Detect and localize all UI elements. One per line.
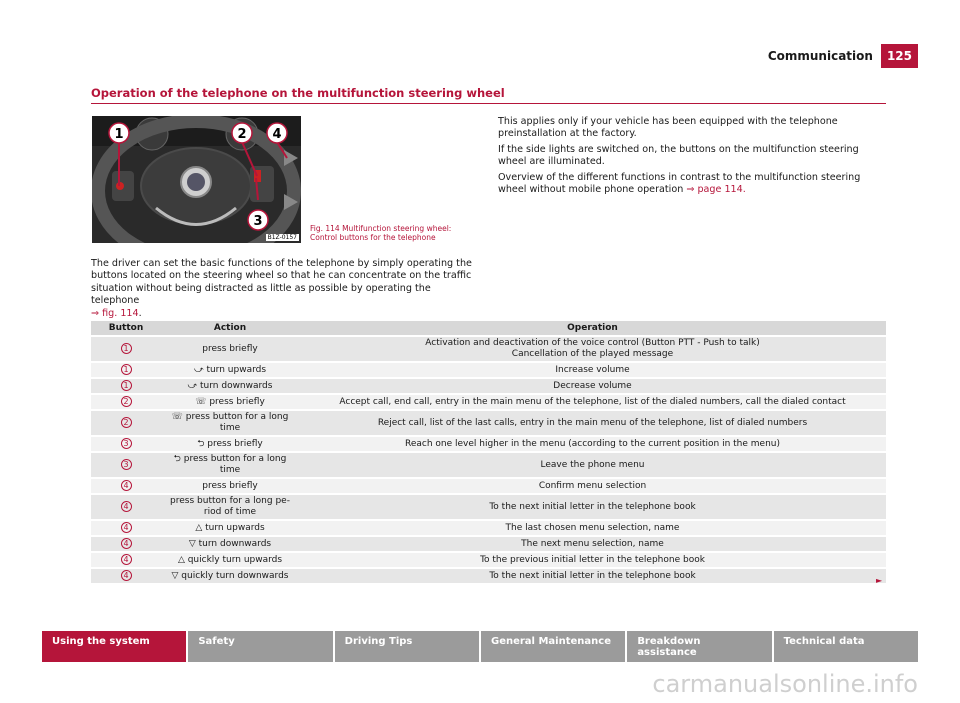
cell-operation: To the previous initial letter in the telephone book — [299, 553, 886, 567]
paragraph-overview: Overview of the different functions in contrast to the multifunction steering wheel without mobile phone operation ⇒ page 114. — [498, 171, 861, 196]
marker-1 — [109, 123, 129, 143]
paragraph-illumination: If the side lights are switched on, the buttons on the multifunction steering wheel are illuminated. — [498, 143, 859, 168]
page-header — [768, 44, 918, 68]
footer-nav — [42, 631, 918, 662]
cell-button — [91, 479, 161, 493]
marker-3 — [248, 210, 268, 230]
svg-text:3: 3 — [253, 214, 263, 229]
table-row — [91, 495, 886, 519]
footer-tab-general-maintenance[interactable]: General Maintenance — [481, 631, 625, 662]
cell-button — [91, 411, 161, 435]
cell-action: press button for a long period of time — [161, 495, 299, 519]
right-column — [498, 116, 888, 199]
intro-body: The driver can set the basic functions of the telephone by simply operating the buttons located on the steering wheel so that he can concentrate on the traffic situation without being distracted as little as possible by operating the telephone — [91, 258, 472, 307]
cell-operation: The last chosen menu selection, name — [299, 521, 886, 535]
table-header-row — [91, 321, 886, 335]
cell-action: press briefly — [161, 479, 299, 493]
cell-action: ☏ press briefly — [161, 395, 299, 409]
svg-text:4: 4 — [272, 127, 282, 142]
footer-tab-breakdown-assistance[interactable]: Breakdown assistance — [627, 631, 771, 662]
section-title: Communication — [767, 49, 873, 63]
table-row — [91, 437, 886, 451]
button-number-badge: 2 — [121, 396, 132, 407]
cell-button — [91, 437, 161, 451]
cell-button — [91, 453, 161, 477]
cell-button — [91, 521, 161, 535]
button-number-badge: 3 — [121, 459, 132, 470]
footer-tab-using-the-system[interactable]: Using the system — [42, 631, 186, 662]
cell-action: △ quickly turn upwards — [161, 553, 299, 567]
button-number-badge: 4 — [121, 480, 132, 491]
cell-operation: The next menu selection, name — [299, 537, 886, 551]
cell-operation: Reject call, list of the last calls, entry in the main menu of the telephone, list of dialed numbers — [299, 411, 886, 435]
cell-operation: To the next initial letter in the telephone book — [299, 495, 886, 519]
cell-operation: Increase volume — [299, 363, 886, 377]
table-row — [91, 453, 886, 477]
cell-operation: Accept call, end call, entry in the main menu of the telephone, list of the dialed numbers, call the dialed contact — [299, 395, 886, 409]
cell-button — [91, 537, 161, 551]
cell-action: ▽ quickly turn downwards — [161, 569, 299, 583]
button-number-badge: 3 — [121, 438, 132, 449]
watermark: carmanualsonline.info — [652, 670, 918, 698]
header-button: Button — [91, 321, 161, 335]
paragraph-preinstallation: This applies only if your vehicle has been equipped with the telephone preinstallation at the factory. — [498, 116, 838, 140]
functions-table — [91, 319, 886, 585]
button-number-badge: 1 — [121, 380, 132, 391]
cell-action: ☏ press button for a long time — [161, 411, 299, 435]
button-number-badge: 4 — [121, 570, 132, 581]
svg-text:1: 1 — [114, 127, 124, 142]
button-number-badge: 4 — [121, 501, 132, 512]
figure-caption-line1: Fig. 114 Multifunction steering wheel: — [310, 224, 452, 233]
button-number-badge: 1 — [121, 364, 132, 375]
cell-button — [91, 569, 161, 583]
cell-operation: Leave the phone menu — [299, 453, 886, 477]
cell-operation: Activation and deactivation of the voice control (Button PTT - Push to talk) Cancellation of the played message — [299, 337, 886, 361]
cell-operation: Confirm menu selection — [299, 479, 886, 493]
figure-code: B1Z-0157 — [267, 234, 297, 241]
table-row — [91, 553, 886, 567]
button-number-badge: 1 — [121, 343, 132, 354]
table-row — [91, 411, 886, 435]
cell-button — [91, 379, 161, 393]
cell-button — [91, 553, 161, 567]
page-number: 125 — [881, 44, 918, 68]
cell-operation: Reach one level higher in the menu (according to the current position in the menu) — [299, 437, 886, 451]
header-action: Action — [161, 321, 299, 335]
steering-wheel-illustration — [92, 116, 301, 243]
marker-2 — [232, 123, 252, 143]
cell-button — [91, 495, 161, 519]
cell-action: ⤻ turn downwards — [161, 379, 299, 393]
table-row — [91, 363, 886, 377]
cell-action: ⮌ press briefly — [161, 437, 299, 451]
page-title: Operation of the telephone on the multifunction steering wheel — [91, 86, 886, 104]
table-row — [91, 479, 886, 493]
cell-operation: Decrease volume — [299, 379, 886, 393]
cell-button — [91, 337, 161, 361]
table-row — [91, 337, 886, 361]
table-row — [91, 569, 886, 583]
table-row — [91, 395, 886, 409]
footer-tab-safety[interactable]: Safety — [188, 631, 332, 662]
intro-paragraph: The driver can set the basic functions of the telephone by simply operating the buttons located on the steering wheel so that he can concentrate on the traffic situation without being distracted as little as possible by operating the telephone ⇒ fig. 114. — [91, 258, 472, 319]
page-reference-link[interactable]: ⇒ page 114. — [686, 184, 746, 196]
cell-button — [91, 363, 161, 377]
footer-tab-technical-data[interactable]: Technical data — [774, 631, 918, 662]
table-row — [91, 537, 886, 551]
table-row — [91, 379, 886, 393]
cell-action: △ turn upwards — [161, 521, 299, 535]
cell-action: ⤻ turn upwards — [161, 363, 299, 377]
cell-operation: To the next initial letter in the telephone book — [299, 569, 886, 583]
steering-wheel-figure — [92, 116, 301, 243]
button-number-badge: 4 — [121, 538, 132, 549]
marker-4 — [267, 123, 287, 143]
button-number-badge: 4 — [121, 554, 132, 565]
figure-caption-line2: Control buttons for the telephone — [310, 233, 436, 242]
button-number-badge: 2 — [121, 417, 132, 428]
table-row — [91, 521, 886, 535]
continue-arrow-icon: ► — [876, 576, 883, 585]
header-operation: Operation — [299, 321, 886, 335]
footer-tab-driving-tips[interactable]: Driving Tips — [335, 631, 479, 662]
button-number-badge: 4 — [121, 522, 132, 533]
figure-reference-link[interactable]: ⇒ fig. 114 — [91, 307, 139, 319]
svg-text:2: 2 — [237, 127, 247, 142]
cell-action: ▽ turn downwards — [161, 537, 299, 551]
cell-action: press briefly — [161, 337, 299, 361]
cell-button — [91, 395, 161, 409]
cell-action: ⮌ press button for a long time — [161, 453, 299, 477]
figure-caption — [310, 224, 451, 242]
